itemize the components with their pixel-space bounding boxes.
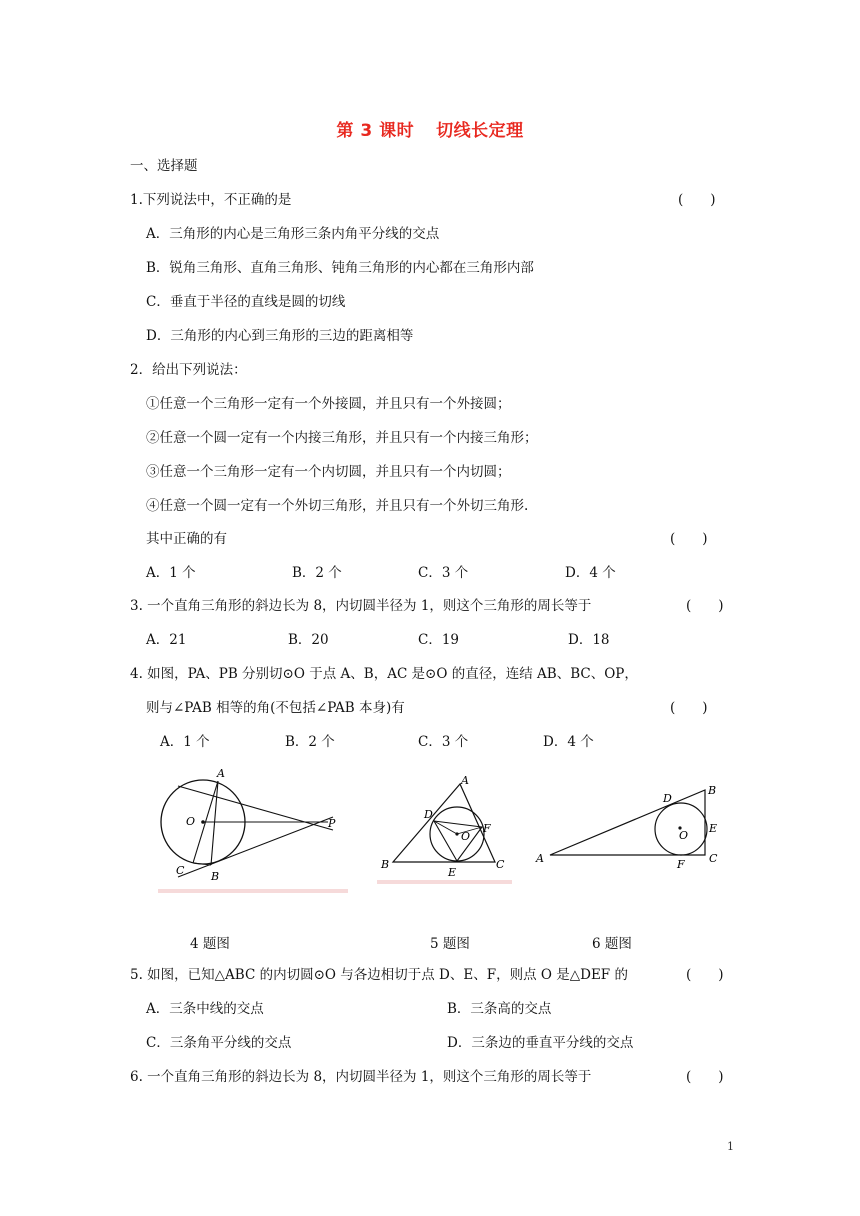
q3-option-c: C．19 bbox=[418, 632, 460, 648]
q5-stem: 5. 如图，已知△ABC 的内切圆⊙O 与各边相切于点 D、E、F，则点 O 是△DEF 的 bbox=[130, 967, 628, 983]
page-number: 1 bbox=[727, 1140, 734, 1153]
fig5-label-d: D bbox=[424, 808, 433, 821]
q3-stem: 3. 一个直角三角形的斜边长为 8，内切圆半径为 1，则这个三角形的周长等于 bbox=[130, 598, 592, 614]
q1-option-b: B．锐角三角形、直角三角形、钝角三角形的内心都在三角形内部 bbox=[146, 260, 534, 276]
fig5-label-c: C bbox=[496, 858, 505, 871]
q5-option-c: C．三条角平分线的交点 bbox=[146, 1035, 292, 1051]
q2-option-c: C．3 个 bbox=[418, 565, 469, 581]
figure-5-caption: 5 题图 bbox=[430, 936, 470, 952]
q2-option-a: A．1 个 bbox=[146, 565, 196, 581]
q2-statement-2: ②任意一个圆一定有一个内接三角形，并且只有一个内接三角形； bbox=[146, 430, 538, 446]
fig6-label-f: F bbox=[677, 858, 685, 871]
page-title bbox=[0, 116, 860, 141]
fig5-label-e: E bbox=[448, 866, 457, 879]
figure-4-caption: 4 题图 bbox=[190, 936, 230, 952]
fig4-label-b: B bbox=[211, 870, 220, 883]
q3-option-a: A．21 bbox=[146, 632, 187, 648]
fig6-label-b: B bbox=[708, 784, 717, 797]
fig6-label-a: A bbox=[536, 852, 544, 865]
q3-answer-blank: ( ) bbox=[686, 598, 724, 614]
figure-5-diagram bbox=[375, 770, 515, 888]
fig5-label-a: A bbox=[461, 774, 469, 787]
q5-option-d: D．三条边的垂直平分线的交点 bbox=[447, 1035, 634, 1051]
q6-answer-blank: ( ) bbox=[686, 1069, 724, 1085]
q3-option-d: D．18 bbox=[568, 632, 610, 648]
q5-option-a: A．三条中线的交点 bbox=[146, 1001, 264, 1017]
q5-answer-blank: ( ) bbox=[686, 967, 724, 983]
figure-4-diagram bbox=[148, 762, 353, 894]
fig5-label-f: F bbox=[483, 822, 491, 835]
q1-stem: 1.下列说法中，不正确的是 bbox=[130, 192, 292, 208]
fig5-label-o: O bbox=[461, 830, 471, 843]
fig6-label-d: D bbox=[663, 792, 672, 805]
q1-answer-blank: ( ) bbox=[678, 192, 716, 208]
q1-option-d: D．三角形的内心到三角形的三边的距离相等 bbox=[146, 328, 414, 344]
q2-stem: 2．给出下列说法： bbox=[130, 362, 247, 378]
figure-6-caption: 6 题图 bbox=[592, 936, 632, 952]
q5-option-b: B．三条高的交点 bbox=[447, 1001, 552, 1017]
fig6-label-o: O bbox=[679, 829, 689, 842]
fig6-label-e: E bbox=[709, 822, 718, 835]
q4-option-a: A．1 个 bbox=[160, 734, 210, 750]
fig4-label-o: O bbox=[186, 815, 196, 828]
section-heading: 一、选择题 bbox=[130, 158, 198, 174]
q4-option-b: B．2 个 bbox=[285, 734, 335, 750]
q2-statement-4: ④任意一个圆一定有一个外切三角形，并且只有一个外切三角形. bbox=[146, 498, 529, 514]
q4-option-c: C．3 个 bbox=[418, 734, 469, 750]
q4-answer-blank: ( ) bbox=[670, 700, 708, 716]
title-lesson: 第 3 课时 bbox=[336, 121, 415, 141]
q2-statement-1: ①任意一个三角形一定有一个外接圆，并且只有一个外接圆； bbox=[146, 396, 511, 412]
q3-option-b: B．20 bbox=[288, 632, 329, 648]
q2-option-d: D．4 个 bbox=[565, 565, 616, 581]
title-topic: 切线长定理 bbox=[436, 121, 524, 141]
q2-ask: 其中正确的有 bbox=[146, 531, 227, 547]
fig4-label-c: C bbox=[176, 864, 185, 877]
fig4-label-p: P bbox=[328, 817, 336, 830]
q2-statement-3: ③任意一个三角形一定有一个内切圆，并且只有一个内切圆； bbox=[146, 464, 511, 480]
q2-answer-blank: ( ) bbox=[670, 531, 708, 547]
q2-option-b: B．2 个 bbox=[292, 565, 342, 581]
fig6-label-c: C bbox=[709, 852, 718, 865]
q1-option-a: A．三角形的内心是三角形三条内角平分线的交点 bbox=[146, 226, 440, 242]
q4-stem-line2: 则与∠PAB 相等的角(不包括∠PAB 本身)有 bbox=[146, 700, 405, 716]
fig5-label-b: B bbox=[381, 858, 390, 871]
figure-6-diagram bbox=[530, 780, 730, 875]
q1-option-c: C．垂直于半径的直线是圆的切线 bbox=[146, 294, 346, 310]
q6-stem: 6. 一个直角三角形的斜边长为 8，内切圆半径为 1，则这个三角形的周长等于 bbox=[130, 1069, 592, 1085]
fig4-label-a: A bbox=[217, 767, 225, 780]
q4-stem: 4. 如图，PA、PB 分别切⊙O 于点 A、B，AC 是⊙O 的直径，连结 AB、BC、OP， bbox=[130, 666, 638, 682]
q4-option-d: D．4 个 bbox=[543, 734, 594, 750]
